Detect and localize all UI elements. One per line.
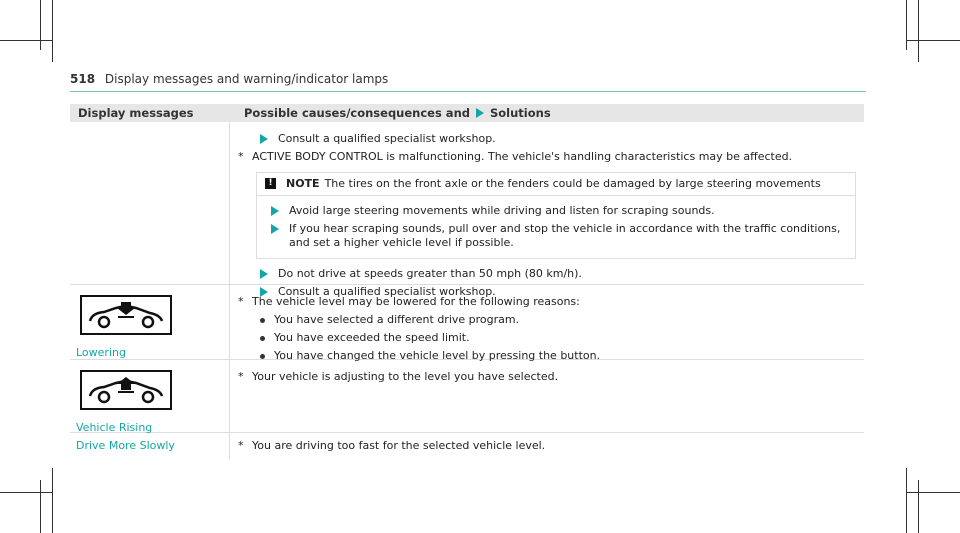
crop-mark [906,0,907,50]
reason-text: You have changed the vehicle level by pressing the button. [274,349,601,362]
bullet-icon [260,354,265,359]
asterisk-icon: * [238,439,244,452]
crop-mark [52,0,53,62]
action-arrow-icon [260,269,268,279]
table-row [70,433,864,459]
asterisk-icon: * [238,295,244,308]
list-item [260,132,856,146]
table-header [70,104,864,122]
list-item [238,150,856,164]
cause-text: The vehicle level may be lowered for the following reasons: [252,295,580,308]
list-item [238,370,856,384]
action-arrow-icon [476,108,484,118]
step-text: If you hear scraping sounds, pull over and stop the vehicle in accordance with the traffic conditions, and set a higher vehicle level if possible. [289,222,841,249]
step-text: Consult a qualified specialist workshop. [278,132,496,145]
note-body [257,196,855,258]
col-solutions-label: Solutions [490,106,551,120]
action-arrow-icon [260,134,268,144]
table-row [70,360,864,433]
crop-mark [40,0,41,50]
crop-mark [918,0,919,62]
row-details-cell [230,122,864,298]
col-causes [238,106,551,120]
row-message-cell [70,433,230,459]
col-display-messages: Display messages [78,106,194,120]
row-details-cell [230,360,864,432]
reason-text: You have selected a different drive program. [274,313,520,326]
col-causes-label: Possible causes/consequences and [244,106,470,120]
reason-text: You have exceeded the speed limit. [274,331,470,344]
crop-mark [906,468,907,533]
step-text: Consult a qualified specialist workshop. [278,285,496,298]
header-rule [70,91,866,92]
bullet-icon [260,336,265,341]
crop-mark [0,40,52,41]
message-label: Lowering [76,346,126,359]
list-item [271,204,841,218]
page-header [70,72,388,86]
crop-mark [40,480,41,533]
row-message-cell [70,360,230,432]
row-message-cell [70,122,230,284]
crop-mark [906,492,960,493]
asterisk-icon: * [238,370,244,383]
table-row [70,122,864,298]
list-item [271,222,841,250]
asterisk-icon: * [238,150,244,163]
crop-mark [52,468,53,533]
list-item [260,331,856,345]
vehicle-rising-icon [80,370,172,410]
note-box [256,172,856,259]
crop-mark [918,480,919,533]
warning-icon: ! [265,178,276,189]
cause-text: ACTIVE BODY CONTROL is malfunctioning. The vehicle's handling characteristics may be affected. [252,150,793,163]
crop-mark [0,492,52,493]
page-number: 518 [70,72,96,86]
cause-text: Your vehicle is adjusting to the level you have selected. [252,370,559,383]
note-text: The tires on the front axle or the fenders could be damaged by large steering movements [324,177,821,190]
list-item [260,313,856,327]
bullet-icon [260,318,265,323]
list-item [260,267,856,281]
message-label: Drive More Slowly [76,439,175,452]
action-arrow-icon [271,206,279,216]
message-label: Vehicle Rising [76,421,153,434]
vehicle-lowering-icon [80,295,172,335]
list-item [238,439,856,453]
list-item [238,295,856,309]
note-header [257,173,855,196]
crop-mark [906,40,960,41]
row-details-cell [230,285,864,362]
action-arrow-icon [271,224,279,234]
table-row [70,285,864,360]
note-label: NOTE [286,177,320,190]
row-message-cell [70,285,230,359]
row-details-cell [230,433,864,459]
step-text: Do not drive at speeds greater than 50 mph (80 km/h). [278,267,582,280]
cause-text: You are driving too fast for the selected vehicle level. [252,439,546,452]
messages-table [70,104,864,459]
section-title: Display messages and warning/indicator lamps [104,72,389,86]
step-text: Avoid large steering movements while driving and listen for scraping sounds. [289,204,715,217]
